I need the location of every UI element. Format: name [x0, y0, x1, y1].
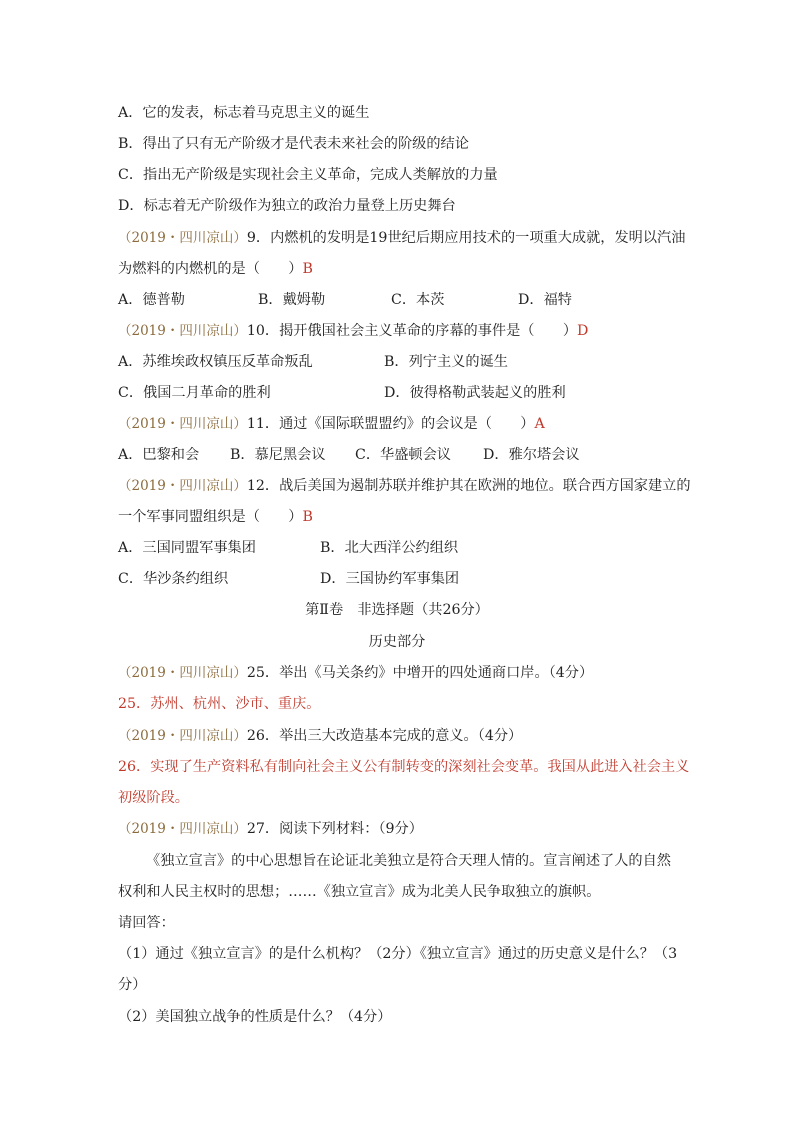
q9-stem-line1: （2019・四川凉山）9．内燃机的发明是19世纪后期应用技术的一项重大成就，发明以汽油: [118, 230, 686, 246]
section-title: 第Ⅱ卷 非选择题（共26分）: [305, 602, 489, 618]
q11-option-b: B．慕尼黑会议: [230, 447, 326, 463]
q11-answer: A: [534, 416, 545, 432]
q27-sub1-line2: 分）: [118, 977, 147, 993]
q12-option-a: A．三国同盟军事集团: [118, 540, 256, 556]
q9-answer: B: [302, 261, 313, 277]
q10-option-c: C．俄国二月革命的胜利: [118, 385, 271, 401]
q10-answer: D: [577, 323, 589, 339]
q9-source: （2019・四川凉山）: [118, 230, 247, 246]
q25-answer: 25．苏州、杭州、沙市、重庆。: [118, 696, 321, 712]
q27-stem: （2019・四川凉山）27．阅读下列材料：（9分）: [118, 821, 423, 837]
q12-source: （2019・四川凉山）: [118, 478, 247, 494]
q11-option-d: D．雅尔塔会议: [483, 447, 580, 463]
section-subtitle: 历史部分: [368, 634, 426, 650]
q26-answer-line2: 初级阶段。: [118, 790, 189, 806]
q8-option-d: D．标志着无产阶级作为独立的政治力量登上历史舞台: [118, 198, 456, 214]
q9-option-b: B．戴姆勒: [258, 292, 326, 308]
q11-stem: （2019・四川凉山）11．通过《国际联盟盟约》的会议是（ ）A: [118, 416, 545, 432]
q8-option-a: A．它的发表，标志着马克思主义的诞生: [118, 105, 370, 121]
q9-option-d: D．福特: [518, 292, 572, 308]
q12-option-d: D．三国协约军事集团: [320, 571, 460, 587]
q10-source: （2019・四川凉山）: [118, 323, 247, 339]
q25-source: （2019・四川凉山）: [118, 665, 247, 681]
q27-material-line1: 《独立宣言》的中心思想旨在论证北美独立是符合天理人情的。宣言阐述了人的自然: [146, 853, 671, 869]
q11-option-a: A．巴黎和会: [118, 447, 200, 463]
q9-option-a: A．德普勒: [118, 292, 185, 308]
q25-stem: （2019・四川凉山）25．举出《马关条约》中增开的四处通商口岸。（4分）: [118, 665, 594, 681]
q10-option-a: A．苏维埃政权镇压反革命叛乱: [118, 354, 313, 370]
q11-option-c: C．华盛顿会议: [355, 447, 451, 463]
q27-sub1-line1: （1）通过《独立宣言》的是什么机构？（2分）《独立宣言》通过的历史意义是什么？（3: [118, 946, 678, 962]
q26-stem: （2019・四川凉山）26．举出三大改造基本完成的意义。（4分）: [118, 728, 523, 744]
q12-stem-line1: （2019・四川凉山）12．战后美国为遏制苏联并维护其在欧洲的地位。联合西方国家建立的: [118, 478, 691, 494]
q27-prompt: 请回答：: [118, 915, 175, 931]
q27-source: （2019・四川凉山）: [118, 821, 247, 837]
q10-stem: （2019・四川凉山）10．揭开俄国社会主义革命的序幕的事件是（ ）D: [118, 323, 589, 339]
q8-option-b: B．得出了只有无产阶级才是代表未来社会的阶级的结论: [118, 136, 469, 152]
q12-answer: B: [302, 509, 313, 525]
q10-option-d: D．彼得格勒武装起义的胜利: [384, 385, 566, 401]
q12-stem-line2: 一个军事同盟组织是（ ）B: [118, 509, 313, 525]
q9-option-c: C．本茨: [391, 292, 445, 308]
q8-option-c: C．指出无产阶级是实现社会主义革命，完成人类解放的力量: [118, 167, 498, 183]
q26-source: （2019・四川凉山）: [118, 728, 247, 744]
q12-option-b: B．北大西洋公约组织: [320, 540, 459, 556]
q27-material-line2: 权利和人民主权时的思想；……《独立宣言》成为北美人民争取独立的旗帜。: [118, 884, 601, 900]
q27-sub2: （2）美国独立战争的性质是什么？（4分）: [118, 1009, 392, 1025]
q26-answer-line1: 26．实现了生产资料私有制向社会主义公有制转变的深刻社会变革。我国从此进入社会主义: [118, 759, 690, 775]
q10-option-b: B．列宁主义的诞生: [384, 354, 508, 370]
q12-option-c: C．华沙条约组织: [118, 571, 229, 587]
q11-source: （2019・四川凉山）: [118, 416, 247, 432]
q9-stem-line2: 为燃料的内燃机的是（ ）B: [118, 261, 313, 277]
